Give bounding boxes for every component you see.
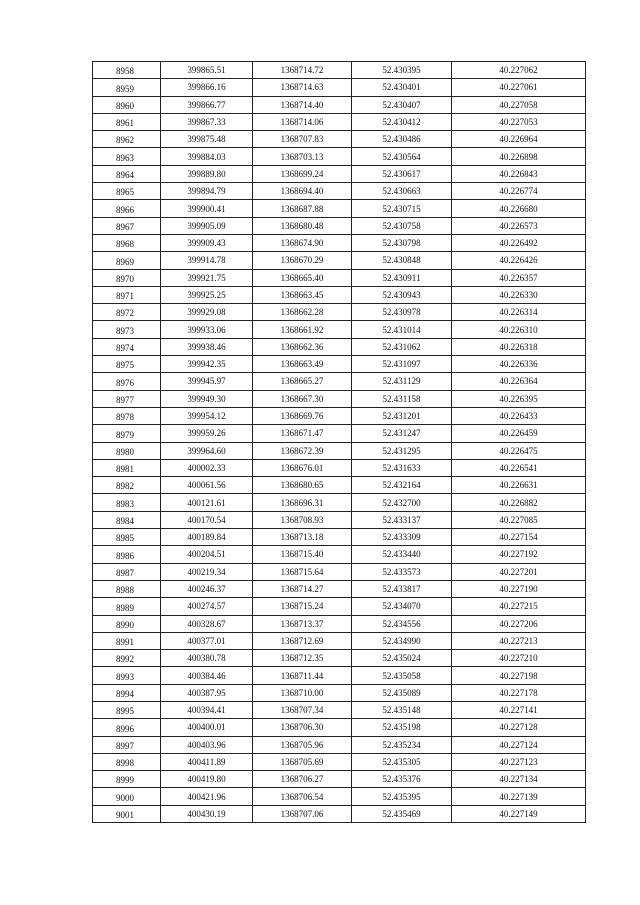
- x-coordinate-cell: 399959.26: [161, 425, 253, 442]
- longitude-cell: 40.226336: [452, 356, 586, 373]
- latitude-cell: 52.433309: [352, 529, 452, 546]
- y-coordinate-cell: 1368665.40: [253, 269, 352, 286]
- y-coordinate-cell: 1368663.45: [253, 286, 352, 303]
- x-coordinate-cell: 399921.75: [161, 269, 253, 286]
- x-coordinate-cell: 399865.51: [161, 62, 253, 79]
- x-coordinate-cell: 399964.60: [161, 442, 253, 459]
- point-number-cell: 8975: [93, 356, 161, 373]
- y-coordinate-cell: 1368707.83: [253, 131, 352, 148]
- table-row: [93, 736, 586, 753]
- point-number-cell: 8971: [93, 286, 161, 303]
- point-number-cell: 8968: [93, 234, 161, 251]
- latitude-cell: 52.435395: [352, 788, 452, 805]
- table-row: [93, 701, 586, 718]
- y-coordinate-cell: 1368712.35: [253, 650, 352, 667]
- longitude-cell: 40.227206: [452, 615, 586, 632]
- table-row: [93, 684, 586, 701]
- point-number-cell: 8986: [93, 546, 161, 563]
- latitude-cell: 52.431158: [352, 390, 452, 407]
- x-coordinate-cell: 400384.46: [161, 667, 253, 684]
- y-coordinate-cell: 1368705.96: [253, 736, 352, 753]
- latitude-cell: 52.430407: [352, 96, 452, 113]
- latitude-cell: 52.431247: [352, 425, 452, 442]
- longitude-cell: 40.227053: [452, 113, 586, 130]
- table-row: [93, 615, 586, 632]
- latitude-cell: 52.433817: [352, 580, 452, 597]
- table-row: [93, 477, 586, 494]
- longitude-cell: 40.227154: [452, 529, 586, 546]
- y-coordinate-cell: 1368711.44: [253, 667, 352, 684]
- longitude-cell: 40.226631: [452, 477, 586, 494]
- longitude-cell: 40.226882: [452, 494, 586, 511]
- y-coordinate-cell: 1368714.72: [253, 62, 352, 79]
- y-coordinate-cell: 1368662.36: [253, 338, 352, 355]
- point-number-cell: 8976: [93, 373, 161, 390]
- table-row: [93, 771, 586, 788]
- longitude-cell: 40.226475: [452, 442, 586, 459]
- point-number-cell: 9001: [93, 805, 161, 822]
- y-coordinate-cell: 1368696.31: [253, 494, 352, 511]
- table-row: [93, 183, 586, 200]
- y-coordinate-cell: 1368710.00: [253, 684, 352, 701]
- point-number-cell: 8989: [93, 598, 161, 615]
- latitude-cell: 52.431201: [352, 407, 452, 424]
- table-row: [93, 563, 586, 580]
- x-coordinate-cell: 399909.43: [161, 234, 253, 251]
- longitude-cell: 40.226492: [452, 234, 586, 251]
- longitude-cell: 40.226541: [452, 459, 586, 476]
- y-coordinate-cell: 1368708.93: [253, 511, 352, 528]
- point-number-cell: 8970: [93, 269, 161, 286]
- point-number-cell: 8972: [93, 304, 161, 321]
- latitude-cell: 52.435148: [352, 701, 452, 718]
- y-coordinate-cell: 1368712.69: [253, 632, 352, 649]
- point-number-cell: 8961: [93, 113, 161, 130]
- table-row: [93, 356, 586, 373]
- y-coordinate-cell: 1368713.18: [253, 529, 352, 546]
- x-coordinate-cell: 399905.09: [161, 217, 253, 234]
- x-coordinate-cell: 400219.34: [161, 563, 253, 580]
- latitude-cell: 52.434070: [352, 598, 452, 615]
- y-coordinate-cell: 1368680.65: [253, 477, 352, 494]
- table-row: [93, 217, 586, 234]
- x-coordinate-cell: 399884.03: [161, 148, 253, 165]
- x-coordinate-cell: 400411.89: [161, 753, 253, 770]
- x-coordinate-cell: 399900.41: [161, 200, 253, 217]
- latitude-cell: 52.430663: [352, 183, 452, 200]
- y-coordinate-cell: 1368670.29: [253, 252, 352, 269]
- y-coordinate-cell: 1368667.30: [253, 390, 352, 407]
- table-row: [93, 96, 586, 113]
- x-coordinate-cell: 399949.30: [161, 390, 253, 407]
- x-coordinate-cell: 399942.35: [161, 356, 253, 373]
- longitude-cell: 40.226318: [452, 338, 586, 355]
- table-row: [93, 529, 586, 546]
- y-coordinate-cell: 1368706.30: [253, 719, 352, 736]
- longitude-cell: 40.226573: [452, 217, 586, 234]
- y-coordinate-cell: 1368715.40: [253, 546, 352, 563]
- point-number-cell: 8965: [93, 183, 161, 200]
- longitude-cell: 40.227213: [452, 632, 586, 649]
- latitude-cell: 52.430617: [352, 165, 452, 182]
- x-coordinate-cell: 400246.37: [161, 580, 253, 597]
- x-coordinate-cell: 399894.79: [161, 183, 253, 200]
- table-row: [93, 148, 586, 165]
- y-coordinate-cell: 1368706.27: [253, 771, 352, 788]
- longitude-cell: 40.226433: [452, 407, 586, 424]
- y-coordinate-cell: 1368714.63: [253, 79, 352, 96]
- latitude-cell: 52.433573: [352, 563, 452, 580]
- longitude-cell: 40.227149: [452, 805, 586, 822]
- x-coordinate-cell: 399933.06: [161, 321, 253, 338]
- longitude-cell: 40.227190: [452, 580, 586, 597]
- point-number-cell: 8981: [93, 459, 161, 476]
- latitude-cell: 52.430798: [352, 234, 452, 251]
- point-number-cell: 8962: [93, 131, 161, 148]
- longitude-cell: 40.226459: [452, 425, 586, 442]
- latitude-cell: 52.430401: [352, 79, 452, 96]
- x-coordinate-cell: 399938.46: [161, 338, 253, 355]
- latitude-cell: 52.435305: [352, 753, 452, 770]
- table-row: [93, 62, 586, 79]
- coordinates-table-body: [93, 62, 586, 823]
- longitude-cell: 40.227178: [452, 684, 586, 701]
- y-coordinate-cell: 1368687.88: [253, 200, 352, 217]
- point-number-cell: 8984: [93, 511, 161, 528]
- x-coordinate-cell: 399914.78: [161, 252, 253, 269]
- table-row: [93, 494, 586, 511]
- table-row: [93, 459, 586, 476]
- point-number-cell: 8977: [93, 390, 161, 407]
- latitude-cell: 52.435058: [352, 667, 452, 684]
- table-row: [93, 79, 586, 96]
- x-coordinate-cell: 400002.33: [161, 459, 253, 476]
- latitude-cell: 52.431295: [352, 442, 452, 459]
- table-row: [93, 234, 586, 251]
- table-row: [93, 338, 586, 355]
- point-number-cell: 8969: [93, 252, 161, 269]
- point-number-cell: 8990: [93, 615, 161, 632]
- table-row: [93, 632, 586, 649]
- longitude-cell: 40.227192: [452, 546, 586, 563]
- y-coordinate-cell: 1368662.28: [253, 304, 352, 321]
- y-coordinate-cell: 1368714.06: [253, 113, 352, 130]
- y-coordinate-cell: 1368715.64: [253, 563, 352, 580]
- longitude-cell: 40.227141: [452, 701, 586, 718]
- y-coordinate-cell: 1368665.27: [253, 373, 352, 390]
- table-row: [93, 407, 586, 424]
- x-coordinate-cell: 400421.96: [161, 788, 253, 805]
- x-coordinate-cell: 400380.78: [161, 650, 253, 667]
- latitude-cell: 52.430978: [352, 304, 452, 321]
- point-number-cell: 8985: [93, 529, 161, 546]
- latitude-cell: 52.430395: [352, 62, 452, 79]
- longitude-cell: 40.226843: [452, 165, 586, 182]
- longitude-cell: 40.227062: [452, 62, 586, 79]
- table-row: [93, 650, 586, 667]
- y-coordinate-cell: 1368703.13: [253, 148, 352, 165]
- point-number-cell: 8996: [93, 719, 161, 736]
- y-coordinate-cell: 1368715.24: [253, 598, 352, 615]
- table-row: [93, 373, 586, 390]
- point-number-cell: 8964: [93, 165, 161, 182]
- y-coordinate-cell: 1368694.40: [253, 183, 352, 200]
- longitude-cell: 40.226680: [452, 200, 586, 217]
- latitude-cell: 52.432700: [352, 494, 452, 511]
- latitude-cell: 52.435024: [352, 650, 452, 667]
- point-number-cell: 8973: [93, 321, 161, 338]
- latitude-cell: 52.430486: [352, 131, 452, 148]
- latitude-cell: 52.435198: [352, 719, 452, 736]
- point-number-cell: 8983: [93, 494, 161, 511]
- latitude-cell: 52.431129: [352, 373, 452, 390]
- longitude-cell: 40.226364: [452, 373, 586, 390]
- y-coordinate-cell: 1368707.06: [253, 805, 352, 822]
- y-coordinate-cell: 1368714.27: [253, 580, 352, 597]
- table-row: [93, 805, 586, 822]
- point-number-cell: 8966: [93, 200, 161, 217]
- latitude-cell: 52.430412: [352, 113, 452, 130]
- y-coordinate-cell: 1368674.90: [253, 234, 352, 251]
- longitude-cell: 40.227058: [452, 96, 586, 113]
- point-number-cell: 8960: [93, 96, 161, 113]
- longitude-cell: 40.226898: [452, 148, 586, 165]
- point-number-cell: 8992: [93, 650, 161, 667]
- latitude-cell: 52.431633: [352, 459, 452, 476]
- point-number-cell: 8963: [93, 148, 161, 165]
- point-number-cell: 8974: [93, 338, 161, 355]
- longitude-cell: 40.227124: [452, 736, 586, 753]
- point-number-cell: 8998: [93, 753, 161, 770]
- x-coordinate-cell: 400189.84: [161, 529, 253, 546]
- longitude-cell: 40.227061: [452, 79, 586, 96]
- longitude-cell: 40.226357: [452, 269, 586, 286]
- latitude-cell: 52.430758: [352, 217, 452, 234]
- point-number-cell: 8982: [93, 477, 161, 494]
- point-number-cell: 8993: [93, 667, 161, 684]
- latitude-cell: 52.435089: [352, 684, 452, 701]
- longitude-cell: 40.227123: [452, 753, 586, 770]
- x-coordinate-cell: 399929.08: [161, 304, 253, 321]
- x-coordinate-cell: 400328.67: [161, 615, 253, 632]
- x-coordinate-cell: 400204.51: [161, 546, 253, 563]
- longitude-cell: 40.226395: [452, 390, 586, 407]
- point-number-cell: 8988: [93, 580, 161, 597]
- table-row: [93, 165, 586, 182]
- latitude-cell: 52.433440: [352, 546, 452, 563]
- y-coordinate-cell: 1368699.24: [253, 165, 352, 182]
- table-row: [93, 269, 586, 286]
- y-coordinate-cell: 1368672.39: [253, 442, 352, 459]
- longitude-cell: 40.226330: [452, 286, 586, 303]
- longitude-cell: 40.227139: [452, 788, 586, 805]
- point-number-cell: 9000: [93, 788, 161, 805]
- latitude-cell: 52.430564: [352, 148, 452, 165]
- x-coordinate-cell: 399866.77: [161, 96, 253, 113]
- y-coordinate-cell: 1368680.48: [253, 217, 352, 234]
- latitude-cell: 52.432164: [352, 477, 452, 494]
- x-coordinate-cell: 400430.19: [161, 805, 253, 822]
- latitude-cell: 52.434990: [352, 632, 452, 649]
- table-row: [93, 598, 586, 615]
- table-row: [93, 511, 586, 528]
- longitude-cell: 40.227210: [452, 650, 586, 667]
- point-number-cell: 8979: [93, 425, 161, 442]
- latitude-cell: 52.430848: [352, 252, 452, 269]
- latitude-cell: 52.430911: [352, 269, 452, 286]
- y-coordinate-cell: 1368713.37: [253, 615, 352, 632]
- latitude-cell: 52.431062: [352, 338, 452, 355]
- point-number-cell: 8991: [93, 632, 161, 649]
- table-row: [93, 321, 586, 338]
- point-number-cell: 8967: [93, 217, 161, 234]
- table-row: [93, 667, 586, 684]
- longitude-cell: 40.227201: [452, 563, 586, 580]
- y-coordinate-cell: 1368714.40: [253, 96, 352, 113]
- table-row: [93, 113, 586, 130]
- table-row: [93, 753, 586, 770]
- table-row: [93, 719, 586, 736]
- x-coordinate-cell: 400170.54: [161, 511, 253, 528]
- point-number-cell: 8999: [93, 771, 161, 788]
- table-row: [93, 200, 586, 217]
- point-number-cell: 8987: [93, 563, 161, 580]
- coordinates-table: [92, 61, 586, 823]
- x-coordinate-cell: 400121.61: [161, 494, 253, 511]
- table-row: [93, 252, 586, 269]
- longitude-cell: 40.226774: [452, 183, 586, 200]
- x-coordinate-cell: 400387.95: [161, 684, 253, 701]
- longitude-cell: 40.227085: [452, 511, 586, 528]
- x-coordinate-cell: 400274.57: [161, 598, 253, 615]
- point-number-cell: 8958: [93, 62, 161, 79]
- point-number-cell: 8959: [93, 79, 161, 96]
- x-coordinate-cell: 399875.48: [161, 131, 253, 148]
- longitude-cell: 40.226314: [452, 304, 586, 321]
- table-row: [93, 425, 586, 442]
- x-coordinate-cell: 399866.16: [161, 79, 253, 96]
- longitude-cell: 40.226310: [452, 321, 586, 338]
- table-row: [93, 304, 586, 321]
- x-coordinate-cell: 400394.41: [161, 701, 253, 718]
- x-coordinate-cell: 400419.80: [161, 771, 253, 788]
- y-coordinate-cell: 1368661.92: [253, 321, 352, 338]
- longitude-cell: 40.226964: [452, 131, 586, 148]
- longitude-cell: 40.227134: [452, 771, 586, 788]
- x-coordinate-cell: 399954.12: [161, 407, 253, 424]
- y-coordinate-cell: 1368676.01: [253, 459, 352, 476]
- longitude-cell: 40.227128: [452, 719, 586, 736]
- table-row: [93, 131, 586, 148]
- y-coordinate-cell: 1368706.54: [253, 788, 352, 805]
- latitude-cell: 52.430715: [352, 200, 452, 217]
- point-number-cell: 8978: [93, 407, 161, 424]
- x-coordinate-cell: 399945.97: [161, 373, 253, 390]
- x-coordinate-cell: 400403.96: [161, 736, 253, 753]
- latitude-cell: 52.430943: [352, 286, 452, 303]
- latitude-cell: 52.434556: [352, 615, 452, 632]
- x-coordinate-cell: 400061.56: [161, 477, 253, 494]
- y-coordinate-cell: 1368663.49: [253, 356, 352, 373]
- x-coordinate-cell: 399867.33: [161, 113, 253, 130]
- x-coordinate-cell: 399925.25: [161, 286, 253, 303]
- table-row: [93, 580, 586, 597]
- y-coordinate-cell: 1368707.34: [253, 701, 352, 718]
- longitude-cell: 40.226426: [452, 252, 586, 269]
- point-number-cell: 8994: [93, 684, 161, 701]
- latitude-cell: 52.431014: [352, 321, 452, 338]
- x-coordinate-cell: 400377.01: [161, 632, 253, 649]
- table-row: [93, 442, 586, 459]
- table-row: [93, 286, 586, 303]
- longitude-cell: 40.227215: [452, 598, 586, 615]
- y-coordinate-cell: 1368669.76: [253, 407, 352, 424]
- point-number-cell: 8997: [93, 736, 161, 753]
- x-coordinate-cell: 399889.80: [161, 165, 253, 182]
- point-number-cell: 8980: [93, 442, 161, 459]
- table-row: [93, 390, 586, 407]
- table-row: [93, 788, 586, 805]
- y-coordinate-cell: 1368705.69: [253, 753, 352, 770]
- point-number-cell: 8995: [93, 701, 161, 718]
- latitude-cell: 52.435376: [352, 771, 452, 788]
- longitude-cell: 40.227198: [452, 667, 586, 684]
- table-row: [93, 546, 586, 563]
- latitude-cell: 52.433137: [352, 511, 452, 528]
- latitude-cell: 52.435469: [352, 805, 452, 822]
- x-coordinate-cell: 400400.01: [161, 719, 253, 736]
- y-coordinate-cell: 1368671.47: [253, 425, 352, 442]
- latitude-cell: 52.431097: [352, 356, 452, 373]
- latitude-cell: 52.435234: [352, 736, 452, 753]
